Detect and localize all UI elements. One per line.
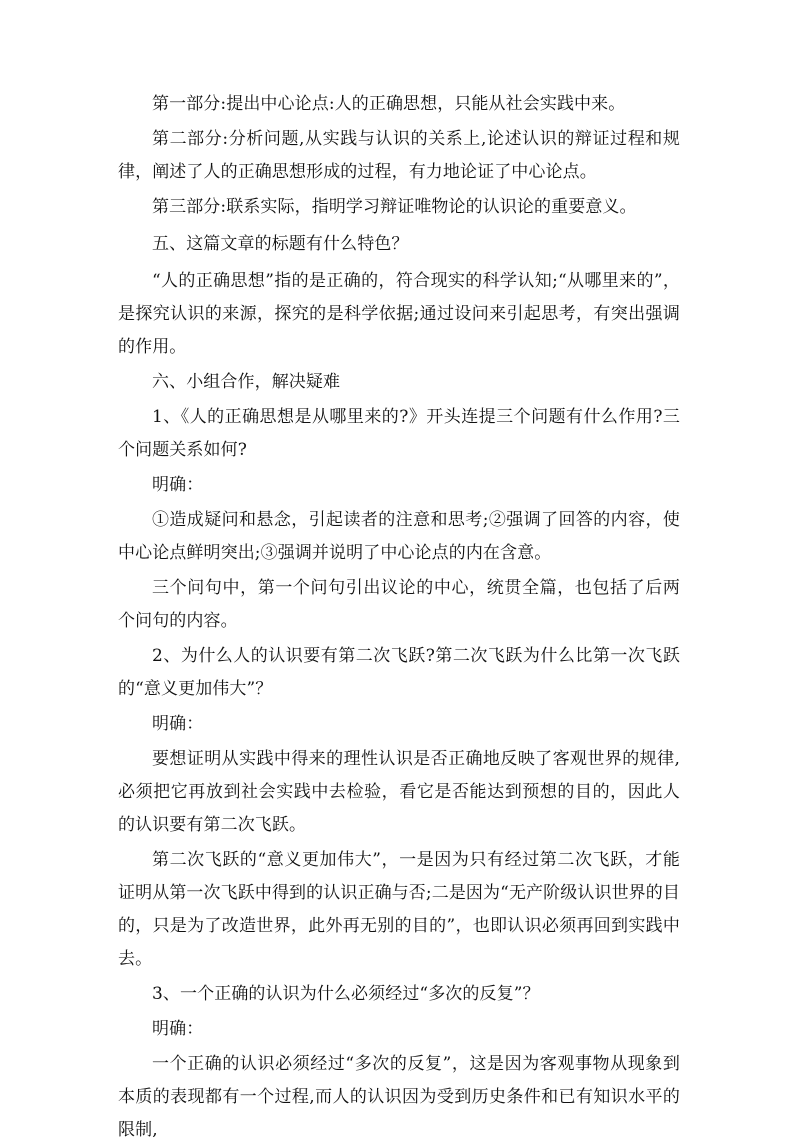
document-body (118, 88, 680, 1147)
part-one-summary: 第一部分:提出中心论点:人的正确思想，只能从社会实践中来。 (152, 94, 626, 114)
part-two-summary: 第二部分:分析问题,从实践与认识的关系上,论述认识的辩证过程和规律，阐述了人的正确思想形成的过程，有力地论证了中心论点。 (118, 129, 680, 182)
question-three: 3、一个正确的认识为什么必须经过“多次的反复”？ (152, 984, 540, 1004)
title-feature-answer: “人的正确思想”指的是正确的，符合现实的科学认知;“从哪里来的”，是探究认识的来源，探究的是科学依据;通过设问来引起思考，有突出强调的作用。 (118, 271, 680, 357)
answer-two-part-two: 第二次飞跃的“意义更加伟大”，一是因为只有经过第二次飞跃，才能证明从第一次飞跃中得到的认识正确与否;二是因为“无产阶级认识世界的目的，只是为了改造世界，此外再无别的目的”，也即认识必须再回到实践中去。 (118, 850, 680, 969)
answer-three-text: 一个正确的认识必须经过“多次的反复”，这是因为客观事物从现象到本质的表现都有一个过程,而人的认识因为受到历史条件和已有知识水平的限制, (118, 1054, 680, 1140)
section-six-heading: 六、小组合作，解决疑难 (152, 372, 341, 392)
question-one: 1、《人的正确思想是从哪里来的?》开头连提三个问题有什么作用?三个问题关系如何? (118, 407, 680, 460)
question-two: 2、为什么人的认识要有第二次飞跃?第二次飞跃为什么比第一次飞跃的“意义更加伟大”？ (118, 646, 680, 699)
answer-one-summary: 三个问句中，第一个问句引出议论的中心，统贯全篇，也包括了后两个问句的内容。 (118, 578, 680, 631)
answer-label-three: 明确： (152, 1019, 204, 1039)
section-five-heading: 五、这篇文章的标题有什么特色？ (152, 234, 409, 254)
answer-one-points: ①造成疑问和悬念，引起读者的注意和思考;②强调了回答的内容，使中心论点鲜明突出;③强调并说明了中心论点的内在含意。 (118, 510, 680, 563)
answer-label-two: 明确： (152, 714, 204, 734)
part-three-summary: 第三部分:联系实际，指明学习辩证唯物论的认识论的重要意义。 (152, 197, 637, 217)
answer-two-part-one: 要想证明从实践中得来的理性认识是否正确地反映了客观世界的规律,必须把它再放到社会实践中去检验，看它是否能达到预想的目的，因此人的认识要有第二次飞跃。 (118, 749, 680, 835)
answer-label-one: 明确： (152, 475, 204, 495)
